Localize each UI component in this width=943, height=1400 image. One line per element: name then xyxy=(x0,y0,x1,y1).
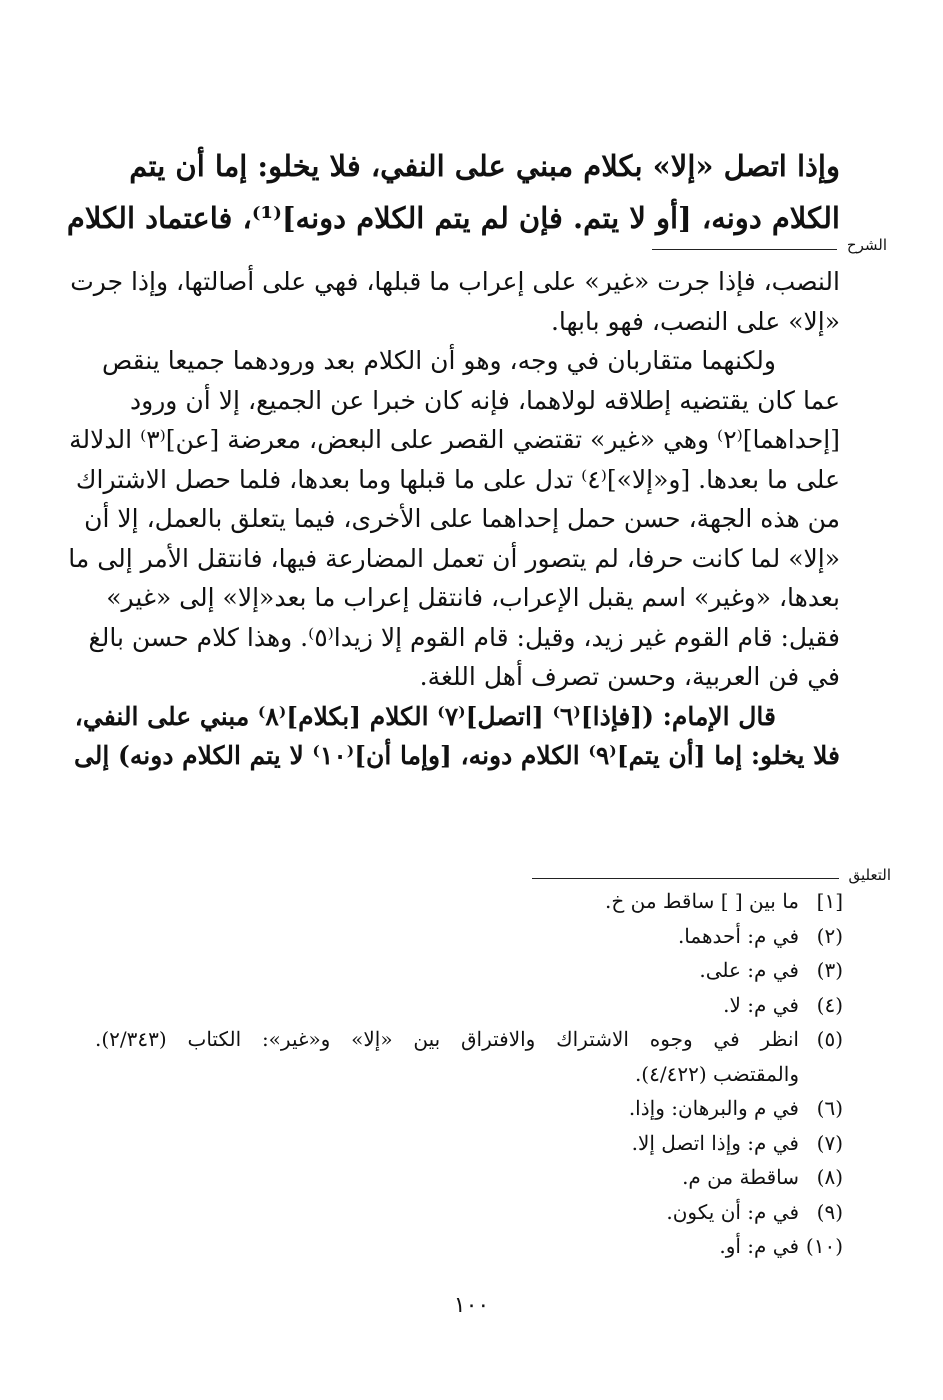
footnote-text: ما بين [ ] ساقط من خ. xyxy=(605,889,799,913)
sharh-line: في فن العربية، وحسن تصرف أهل اللغة. xyxy=(419,662,840,691)
footnote-number: (٨) xyxy=(816,1165,843,1189)
sharh-line: بعدها، «وغير» اسم يقبل الإعراب، فانتقل إعراب ما بعد«إلا» إلى «غير» xyxy=(106,583,840,612)
footnote-continuation: والمقتضب (٤/٤٢٢). xyxy=(634,1061,799,1086)
footnote-number: (٧) xyxy=(816,1130,843,1155)
sharh-quote-line: قال الإمام: ([فإذا]⁽٦⁾ [اتصل]⁽٧⁾ الكلام [بكلام]⁽٨⁾ مبني على النفي، xyxy=(74,701,776,731)
footnote xyxy=(95,1229,843,1264)
footnote-text: في م: أحدهما. xyxy=(677,923,799,948)
footnote-number: (٩) xyxy=(816,1199,843,1224)
footnote xyxy=(95,1195,843,1230)
footnote-text: في م: أو. xyxy=(719,1234,799,1258)
sharh-line: «إلا» لما كانت حرفا، لم يتصور أن تعمل المضارعة فيها، فانتقل الأمر إلى ما xyxy=(68,543,840,573)
sharh-quote-line: فلا يخلو: إما [أن يتم]⁽٩⁾ الكلام دونه، [وإما أن]⁽١٠⁾ لا يتم الكلام دونه) إلى xyxy=(73,741,840,770)
sharh-line: النصب، فإذا جرت «غير» على إعراب ما قبلها، فهي على أصالتها، وإذا جرت xyxy=(70,267,840,296)
page-number: ١٠٠ xyxy=(453,1293,490,1318)
footnote-text: في م: أن يكون. xyxy=(666,1199,799,1224)
footnote xyxy=(95,1160,843,1195)
footnote-number: (٥) xyxy=(816,1027,843,1051)
matn-line: الكلام دونه، [أو لا يتم. فإن لم يتم الكلام دونه]⁽¹⁾، فاعتماد الكلام xyxy=(66,201,840,235)
footnote-number: [١] xyxy=(816,889,843,913)
footnote-number: (٤) xyxy=(816,992,843,1017)
sharh-line: على ما بعدها. [و«إلا»]⁽٤⁾ تدل على ما قبلها وما بعدها، فلما حصل الاشتراك xyxy=(75,464,840,494)
footnote-number: (٦) xyxy=(816,1096,843,1120)
footnote-text: ساقطة من م. xyxy=(682,1165,799,1189)
footnote-number: (٢) xyxy=(816,923,843,948)
footnote-text: في م: لا. xyxy=(723,992,799,1017)
sharh-text xyxy=(68,262,840,776)
sharh-label: الشرح xyxy=(846,236,887,254)
footnote-text: في م والبرهان: وإذا. xyxy=(628,1096,799,1120)
footnote-text: في م: وإذا اتصل إلا. xyxy=(631,1130,799,1155)
footnote-number: (١٠) xyxy=(805,1234,843,1258)
footnote xyxy=(95,953,843,988)
matn-text xyxy=(66,140,840,244)
sharh-line: ولكنهما متقاربان في وجه، وهو أن الكلام بعد ورودهما جميعا ينقص xyxy=(102,346,776,375)
sharh-line: فقيل: قام القوم غير زيد، وقيل: قام القوم إلا زيدا⁽٥⁾. وهذا كلام حسن بالغ xyxy=(88,622,840,652)
sharh-line: عما كان يقتضيه إطلاقه لولاهما، فإنه كان خبرا عن الجميع، إلا أن ورود xyxy=(130,385,840,415)
sharh-divider xyxy=(652,249,837,250)
matn-line: وإذا اتصل «إلا» بكلام مبني على النفي، فلا يخلو: إما أن يتم xyxy=(129,149,840,183)
footnote xyxy=(95,919,843,954)
footnote xyxy=(95,1091,843,1126)
footnote-number: (٣) xyxy=(816,958,843,982)
sharh-line: [إحداهما]⁽٢⁾ وهي «غير» تقتضي القصر على البعض، معرضة [عن]⁽٣⁾ الدلالة xyxy=(69,425,840,454)
notes-label: التعليق xyxy=(848,866,891,884)
footnote xyxy=(95,1126,843,1161)
footnote xyxy=(95,1022,843,1057)
sharh-line: «إلا» على النصب، فهو بابها. xyxy=(550,306,840,336)
footnote-text: انظر في وجوه الاشتراك والافتراق بين «إلا» و«غير»: الكتاب (٢/٣٤٣). xyxy=(95,1027,799,1051)
sharh-line: من هذه الجهة، حسن حمل إحداهما على الأخرى، فيما يتعلق بالعمل، إلا أن xyxy=(84,504,840,533)
footnote xyxy=(95,988,843,1023)
notes-divider xyxy=(532,878,839,879)
footnotes xyxy=(95,884,843,1264)
footnote xyxy=(95,884,843,919)
footnote-text: في م: على. xyxy=(699,958,799,982)
